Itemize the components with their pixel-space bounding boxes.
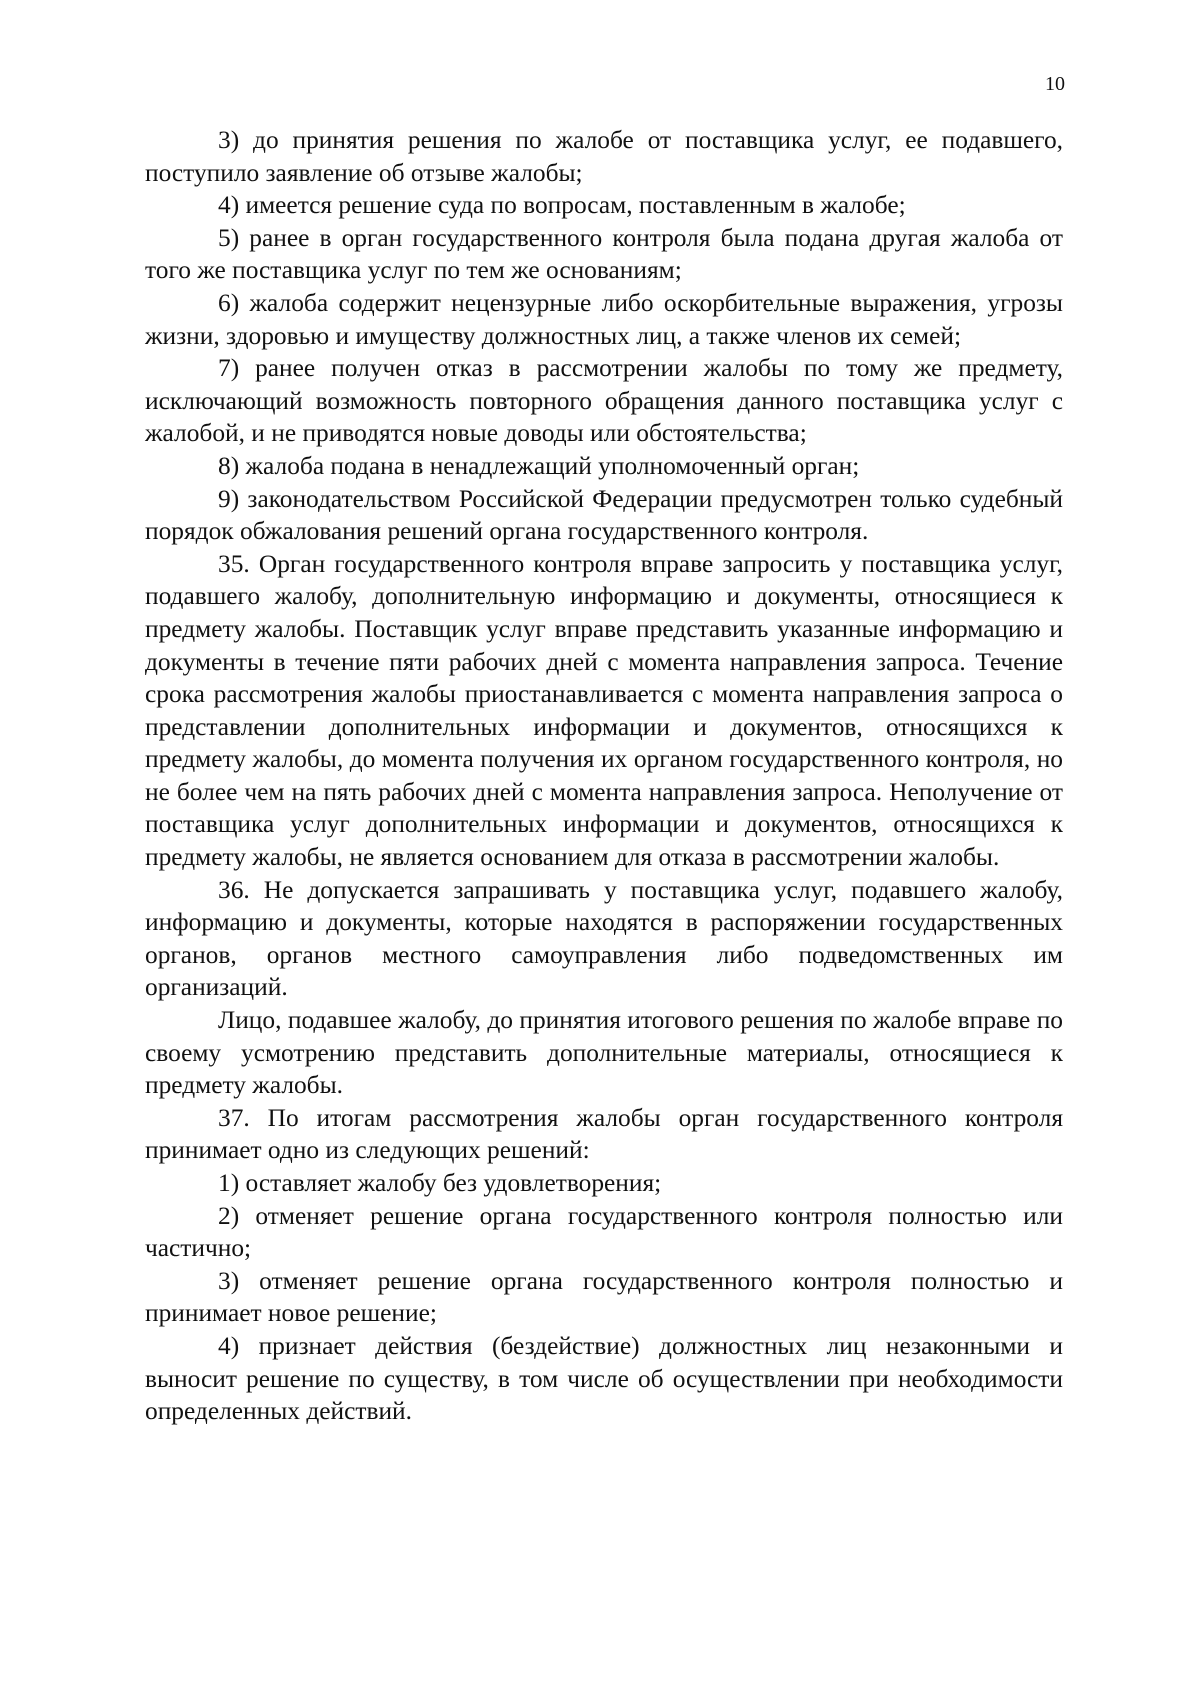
paragraph-additional-materials: Лицо, подавшее жалобу, до принятия итогового решения по жалобе вправе по своему усмотрению представить дополнительные материалы, относящиеся к предмету жалобы.: [145, 1006, 1063, 1100]
paragraph-item-7: 7) ранее получен отказ в рассмотрении жалобы по тому же предмету, исключающий возможность повторного обращения данного поставщика услуг с жалобой, и не приводятся новые доводы или обстоятельства;: [145, 354, 1063, 448]
paragraph-item-8: 8) жалоба подана в ненадлежащий уполномоченный орган;: [218, 451, 860, 480]
document-body: [145, 124, 1063, 1428]
paragraph-item-3: 3) до принятия решения по жалобе от поставщика услуг, ее подавшего, поступило заявление об отзыве жалобы;: [145, 126, 1063, 187]
paragraph-item-4: 4) имеется решение суда по вопросам, поставленным в жалобе;: [218, 191, 906, 220]
paragraph-clause-35: 35. Орган государственного контроля вправе запросить у поставщика услуг, подавшего жалобу, дополнительную информацию и документы, относящиеся к предмету жалобы. Поставщик услуг вправе представить указанные информацию и документы в течение пяти рабочих дней с момента направления запроса. Течение срока рассмотрения жалобы приостанавливается с момента направления запроса о представлении дополнительных информации и документов, относящихся к предмету жалобы, до момента получения их органом государственного контроля, но не более чем на пять рабочих дней с момента направления запроса. Неполучение от поставщика услуг дополнительных информации и документов, относящихся к предмету жалобы, не является основанием для отказа в рассмотрении жалобы.: [145, 549, 1063, 872]
paragraph-item-5: 5) ранее в орган государственного контроля была подана другая жалоба от того же поставщика услуг по тем же основаниям;: [145, 223, 1063, 285]
paragraph-item-6: 6) жалоба содержит нецензурные либо оскорбительные выражения, угрозы жизни, здоровью и имуществу должностных лиц, а также членов их семей;: [145, 288, 1063, 350]
paragraph-decision-1: 1) оставляет жалобу без удовлетворения;: [218, 1169, 662, 1197]
paragraph-clause-37: 37. По итогам рассмотрения жалобы орган государственного контроля принимает одно из следующих решений:: [145, 1103, 1063, 1165]
paragraph-item-9: 9) законодательством Российской Федерации предусмотрен только судебный порядок обжалования решений органа государственного контроля.: [145, 484, 1063, 546]
paragraph-decision-2: 2) отменяет решение органа государственного контроля полностью или частично;: [145, 1201, 1063, 1263]
paragraph-decision-3: 3) отменяет решение органа государственного контроля полностью и принимает новое решение;: [145, 1266, 1063, 1328]
page-number: 10: [1045, 73, 1065, 95]
paragraph-clause-36: 36. Не допускается запрашивать у поставщика услуг, подавшего жалобу, информацию и документы, которые находятся в распоряжении государственных органов, органов местного самоуправления либо подведомственных им организаций.: [145, 875, 1063, 1002]
paragraph-decision-4: 4) признает действия (бездействие) должностных лиц незаконными и выносит решение по существу, в том числе об осуществлении при необходимости определенных действий.: [145, 1331, 1063, 1426]
